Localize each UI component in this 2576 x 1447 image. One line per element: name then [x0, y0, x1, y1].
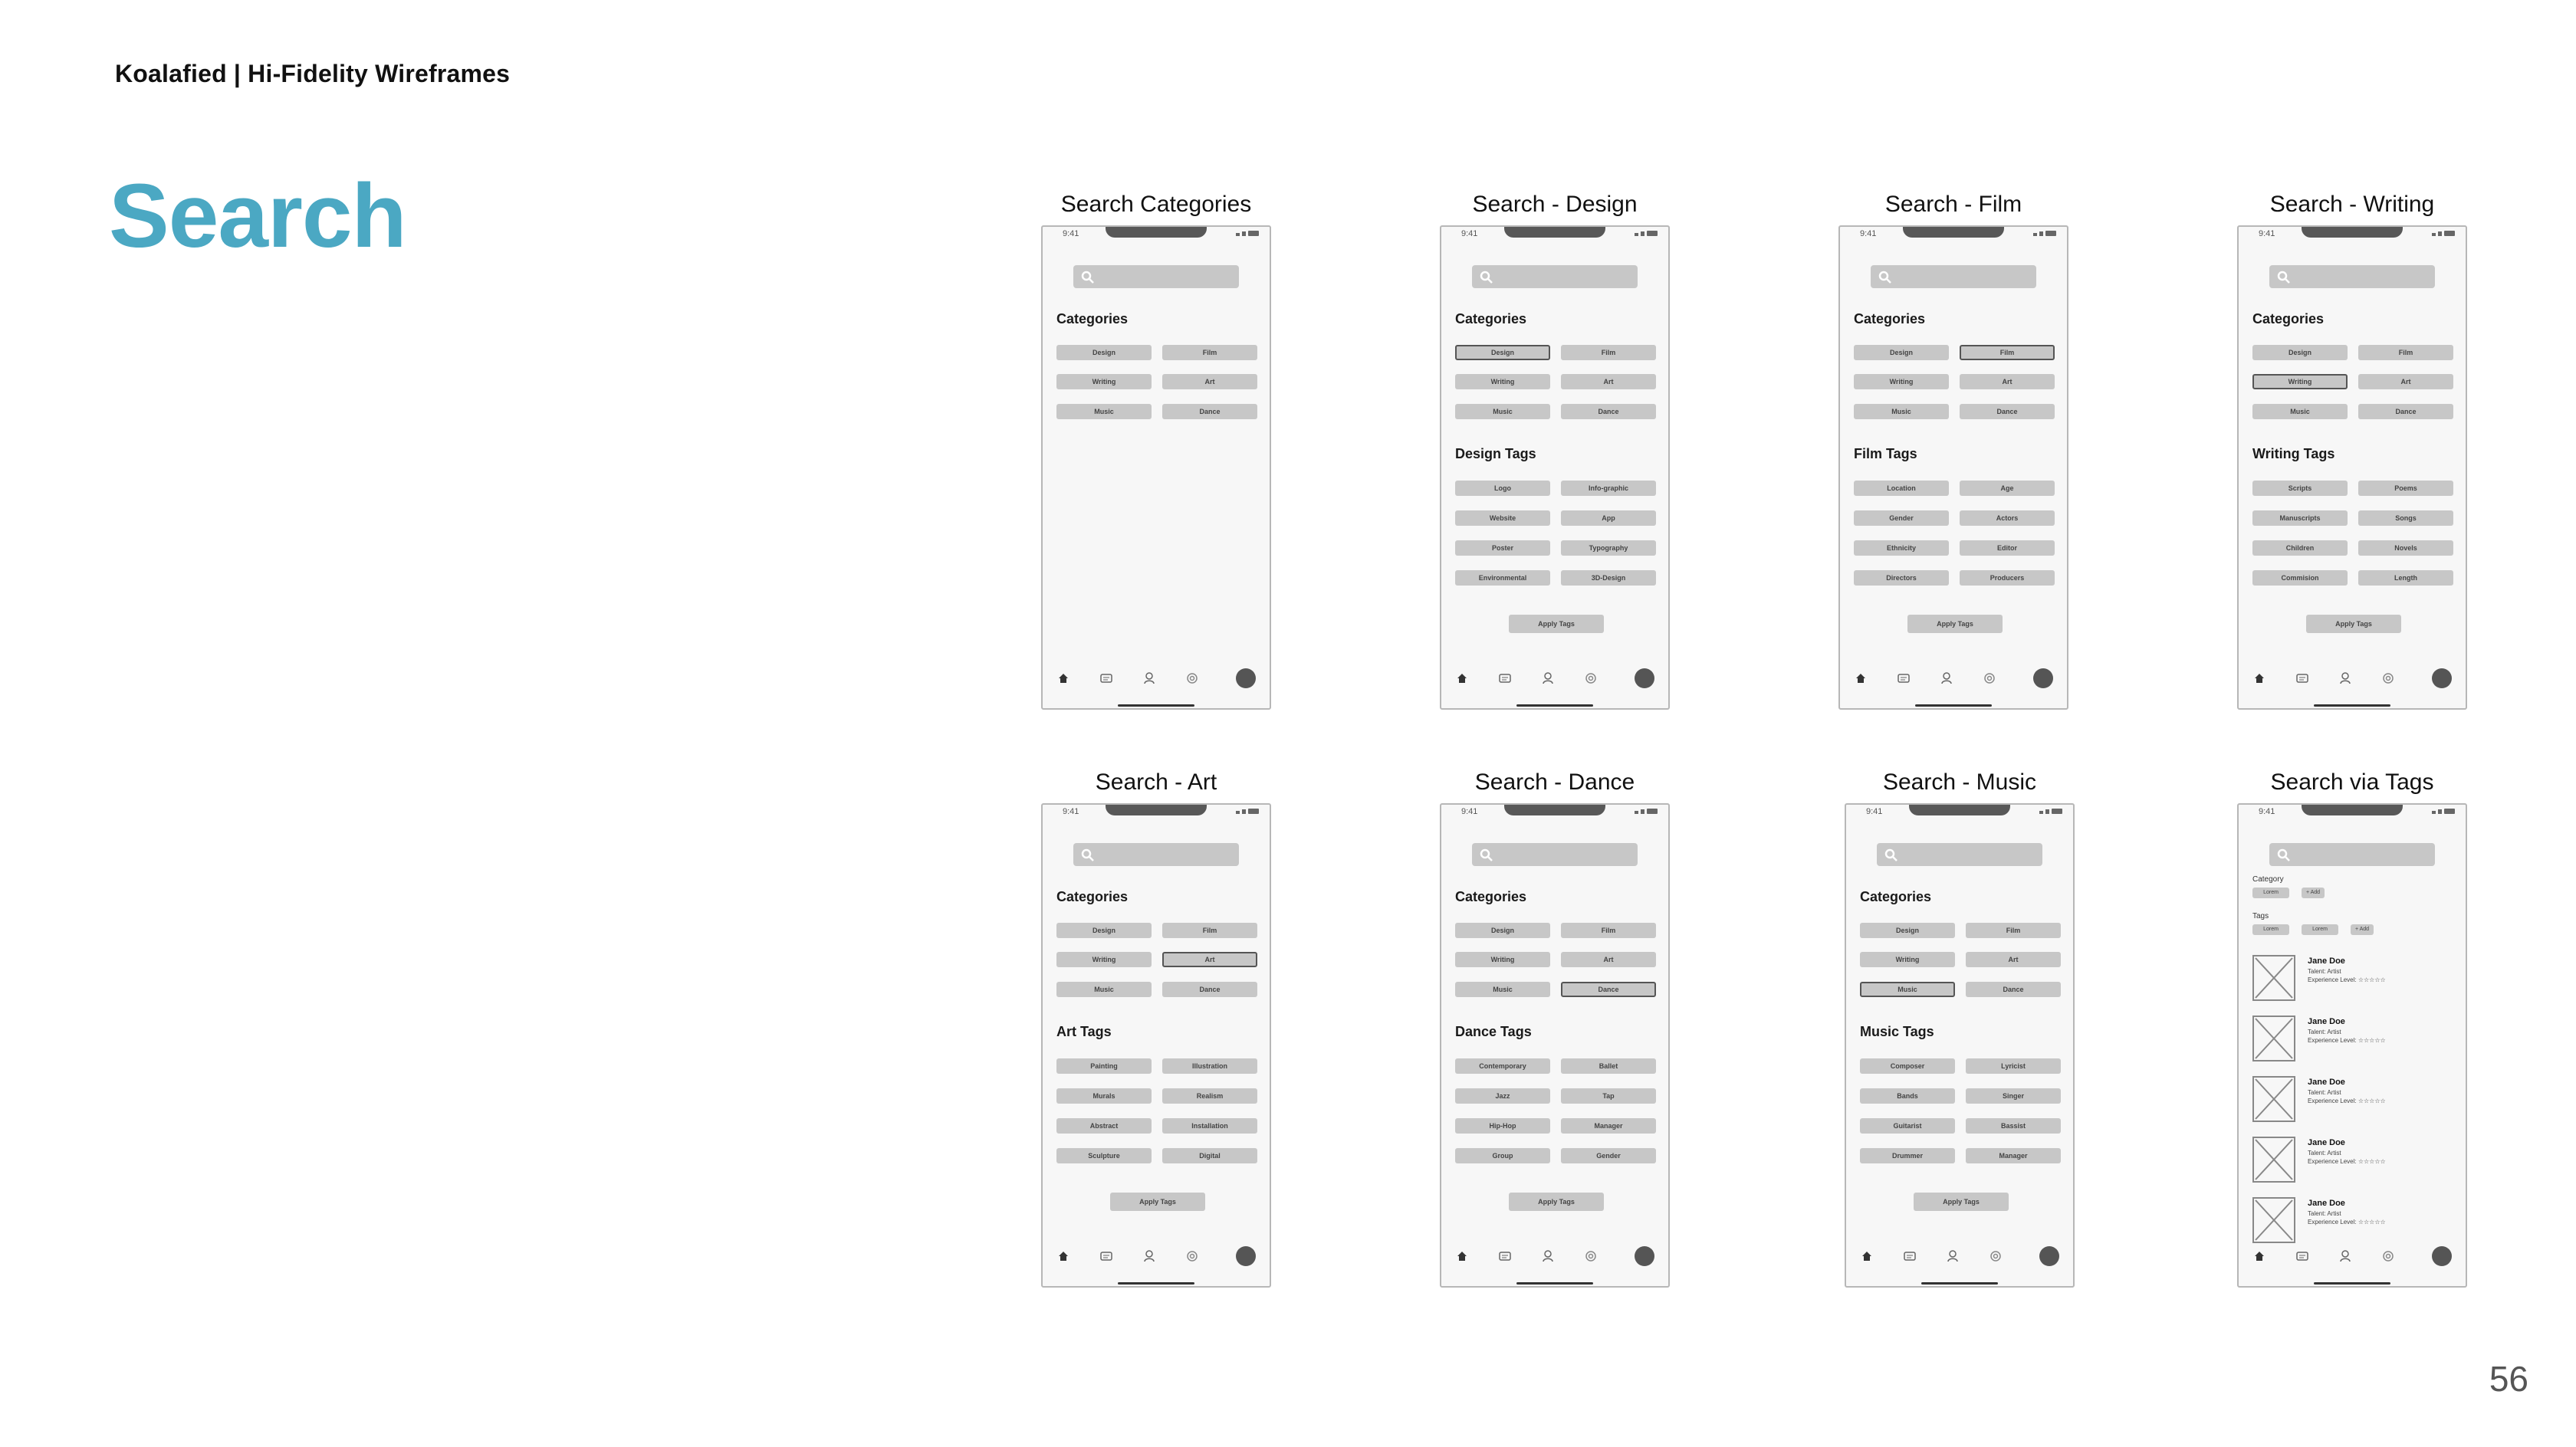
tag-chip[interactable]: Poster: [1455, 540, 1550, 556]
category-chip[interactable]: Writing: [1860, 952, 1955, 967]
tags-label: Tags: [2252, 912, 2269, 920]
page-title: Search: [109, 166, 406, 267]
bottom-nav: [1441, 664, 1668, 694]
status-time: 9:41: [1461, 229, 1478, 238]
tags-heading: Art Tags: [1056, 1024, 1112, 1039]
category-chip[interactable]: Writing: [1056, 374, 1152, 389]
tag-pill[interactable]: Lorem: [2302, 924, 2338, 935]
tag-chip[interactable]: 3D-Design: [1561, 570, 1656, 586]
avatar[interactable]: [1635, 668, 1654, 688]
tag-chip[interactable]: Sculpture: [1056, 1148, 1152, 1163]
category-chip[interactable]: Dance: [1162, 982, 1257, 997]
phone-frame: [1838, 225, 2068, 710]
category-chip[interactable]: Writing: [1854, 374, 1949, 389]
category-chip[interactable]: Writing: [1455, 374, 1550, 389]
category-chip[interactable]: Dance: [1162, 404, 1257, 419]
tag-chip[interactable]: Manuscripts: [2252, 510, 2348, 526]
avatar[interactable]: [2039, 1246, 2059, 1266]
search-icon: [2277, 848, 2291, 862]
phone-notch: [1106, 227, 1207, 238]
tag-chip[interactable]: Murals: [1056, 1088, 1152, 1104]
category-chip[interactable]: Music: [1455, 404, 1550, 419]
settings-icon[interactable]: [1185, 671, 1199, 685]
tag-chip[interactable]: Contemporary: [1455, 1058, 1550, 1074]
avatar[interactable]: [1236, 668, 1256, 688]
deck-header: Koalafied | Hi-Fidelity Wireframes: [115, 60, 511, 87]
profile-icon[interactable]: [1946, 1249, 1960, 1263]
result-image-placeholder: [2252, 1137, 2295, 1183]
status-icons: [1236, 231, 1259, 236]
signal-icon: [1236, 233, 1240, 236]
chat-icon[interactable]: [1099, 671, 1113, 685]
category-chip[interactable]: Design: [1056, 345, 1152, 360]
status-icons: [1635, 231, 1658, 236]
apply-tags-button[interactable]: Apply Tags: [1110, 1193, 1205, 1211]
apply-tags-button[interactable]: Apply Tags: [1914, 1193, 2009, 1211]
home-icon[interactable]: [1056, 671, 1070, 685]
category-chip[interactable]: Design: [1854, 345, 1949, 360]
tag-chip[interactable]: Producers: [1960, 570, 2055, 586]
category-chip[interactable]: Art: [1561, 952, 1656, 967]
chat-icon[interactable]: [1498, 671, 1512, 685]
category-chip[interactable]: Film: [1960, 345, 2055, 360]
category-chip[interactable]: Music: [1854, 404, 1949, 419]
status-time: 9:41: [1866, 807, 1883, 816]
result-image-placeholder: [2252, 1016, 2295, 1061]
screen-title: Search Categories: [1060, 192, 1252, 217]
result-name: Jane Doe: [2308, 956, 2345, 966]
battery-icon: [2444, 231, 2455, 236]
category-chip[interactable]: Design: [1860, 923, 1955, 938]
screen-title: Search - Film: [1884, 192, 2022, 217]
category-chip[interactable]: Art: [1162, 374, 1257, 389]
chat-icon[interactable]: [1897, 671, 1911, 685]
phone-notch: [2302, 805, 2403, 815]
phone-frame: [1440, 225, 1670, 710]
category-chip[interactable]: Film: [1561, 923, 1656, 938]
search-input[interactable]: [1073, 843, 1239, 866]
tag-chip[interactable]: Location: [1854, 481, 1949, 496]
settings-icon[interactable]: [2381, 1249, 2395, 1263]
wifi-icon: [1641, 231, 1644, 236]
status-icons: [2432, 231, 2455, 236]
result-talent: Talent: Artist: [2308, 1210, 2341, 1217]
tag-chip[interactable]: Age: [1960, 481, 2055, 496]
status-icons: [1635, 809, 1658, 814]
category-chip[interactable]: Dance: [1960, 404, 2055, 419]
tags-heading: Film Tags: [1854, 446, 1917, 461]
signal-icon: [1236, 811, 1240, 814]
result-details: [2308, 1088, 2386, 1105]
result-card[interactable]: [2252, 1016, 2459, 1066]
tag-chip[interactable]: Hip-Hop: [1455, 1118, 1550, 1134]
profile-icon[interactable]: [2338, 671, 2352, 685]
profile-icon[interactable]: [1142, 1249, 1156, 1263]
tag-chip[interactable]: Length: [2358, 570, 2453, 586]
bottom-nav: [2239, 664, 2466, 694]
home-indicator: [1516, 704, 1593, 707]
category-label: Category: [2252, 875, 2284, 884]
profile-icon[interactable]: [1541, 1249, 1555, 1263]
status-icons: [1236, 809, 1259, 814]
apply-tags-button[interactable]: Apply Tags: [2306, 615, 2401, 633]
signal-icon: [1635, 233, 1638, 236]
bottom-nav: [2239, 1242, 2466, 1272]
home-indicator: [1118, 1282, 1194, 1285]
search-icon: [2277, 271, 2291, 284]
signal-icon: [2432, 811, 2436, 814]
search-input[interactable]: [1877, 843, 2042, 866]
categories-heading: Categories: [1455, 311, 1527, 326]
phone-notch: [1504, 805, 1605, 815]
result-image-placeholder: [2252, 955, 2295, 1001]
tag-chip[interactable]: Manager: [1561, 1118, 1656, 1134]
phone-notch: [1903, 227, 2004, 238]
bottom-nav: [1441, 1242, 1668, 1272]
categories-heading: Categories: [1455, 889, 1527, 904]
home-icon[interactable]: [1056, 1249, 1070, 1263]
wifi-icon: [1242, 809, 1246, 814]
screen-title: Search - Music: [1882, 769, 2037, 795]
tag-pill[interactable]: Lorem: [2252, 924, 2289, 935]
category-chip[interactable]: Design: [2252, 345, 2348, 360]
status-time: 9:41: [2259, 229, 2275, 238]
battery-icon: [2052, 809, 2062, 814]
search-input[interactable]: [1871, 265, 2036, 288]
tag-chip[interactable]: Gender: [1561, 1148, 1656, 1163]
category-chip[interactable]: Dance: [1561, 404, 1656, 419]
category-chip[interactable]: Film: [1162, 923, 1257, 938]
result-level: Experience Level: ☆☆☆☆☆: [2308, 976, 2386, 983]
battery-icon: [2045, 231, 2056, 236]
tag-chip[interactable]: Environmental: [1455, 570, 1550, 586]
category-chip[interactable]: Film: [2358, 345, 2453, 360]
tag-chip[interactable]: Digital: [1162, 1148, 1257, 1163]
status-icons: [2033, 231, 2056, 236]
result-talent: Talent: Artist: [2308, 1089, 2341, 1096]
avatar[interactable]: [2432, 668, 2452, 688]
tag-chip[interactable]: Info-graphic: [1561, 481, 1656, 496]
category-chip[interactable]: Music: [1455, 982, 1550, 997]
result-talent: Talent: Artist: [2308, 968, 2341, 975]
tag-chip[interactable]: Actors: [1960, 510, 2055, 526]
category-chip[interactable]: Writing: [1455, 952, 1550, 967]
avatar[interactable]: [2432, 1246, 2452, 1266]
home-icon[interactable]: [1860, 1249, 1874, 1263]
tag-chip[interactable]: Poems: [2358, 481, 2453, 496]
tags-heading: Music Tags: [1860, 1024, 1934, 1039]
tag-chip[interactable]: Bands: [1860, 1088, 1955, 1104]
tag-chip[interactable]: Editor: [1960, 540, 2055, 556]
tag-chip[interactable]: Logo: [1455, 481, 1550, 496]
phone-notch: [2302, 227, 2403, 238]
profile-icon[interactable]: [1541, 671, 1555, 685]
tag-chip[interactable]: Scripts: [2252, 481, 2348, 496]
home-indicator: [1516, 1282, 1593, 1285]
category-chip[interactable]: Writing: [1056, 952, 1152, 967]
tag-chip[interactable]: Singer: [1966, 1088, 2061, 1104]
categories-heading: Categories: [1056, 889, 1129, 904]
tags-heading: Design Tags: [1455, 446, 1536, 461]
home-icon[interactable]: [2252, 1249, 2266, 1263]
phone-notch: [1504, 227, 1605, 238]
tag-chip[interactable]: Painting: [1056, 1058, 1152, 1074]
bottom-nav: [1043, 664, 1270, 694]
tag-chip[interactable]: Realism: [1162, 1088, 1257, 1104]
tag-chip[interactable]: Bassist: [1966, 1118, 2061, 1134]
wifi-icon: [2045, 809, 2049, 814]
signal-icon: [2039, 811, 2043, 814]
result-level: Experience Level: ☆☆☆☆☆: [2308, 1037, 2386, 1044]
chat-icon[interactable]: [2295, 671, 2309, 685]
result-image-placeholder: [2252, 1197, 2295, 1243]
tag-chip[interactable]: Novels: [2358, 540, 2453, 556]
apply-tags-button[interactable]: Apply Tags: [1907, 615, 2003, 633]
tag-chip[interactable]: Songs: [2358, 510, 2453, 526]
result-image-placeholder: [2252, 1076, 2295, 1122]
wifi-icon: [2438, 231, 2442, 236]
tag-chip[interactable]: Directors: [1854, 570, 1949, 586]
home-indicator: [2314, 1282, 2390, 1285]
phone-frame: [1440, 803, 1670, 1288]
category-chip[interactable]: Art: [1561, 374, 1656, 389]
home-icon[interactable]: [1455, 1249, 1469, 1263]
bottom-nav: [1043, 1242, 1270, 1272]
status-time: 9:41: [1063, 229, 1079, 238]
result-talent: Talent: Artist: [2308, 1029, 2341, 1035]
search-icon: [1081, 271, 1095, 284]
tag-chip[interactable]: Group: [1455, 1148, 1550, 1163]
category-chip[interactable]: Music: [2252, 404, 2348, 419]
battery-icon: [2444, 809, 2455, 814]
chat-icon[interactable]: [1903, 1249, 1917, 1263]
settings-icon[interactable]: [2381, 671, 2395, 685]
profile-icon[interactable]: [1142, 671, 1156, 685]
status-time: 9:41: [2259, 807, 2275, 816]
avatar[interactable]: [1635, 1246, 1654, 1266]
search-icon: [1081, 848, 1095, 862]
category-chip[interactable]: Writing: [2252, 374, 2348, 389]
settings-icon[interactable]: [1584, 671, 1598, 685]
chat-icon[interactable]: [2295, 1249, 2309, 1263]
category-chip[interactable]: Music: [1056, 404, 1152, 419]
add-category-pill[interactable]: + Add: [2302, 888, 2325, 898]
tags-heading: Dance Tags: [1455, 1024, 1532, 1039]
search-input[interactable]: [2269, 265, 2435, 288]
category-chip[interactable]: Film: [1561, 345, 1656, 360]
phone-frame: [2237, 225, 2467, 710]
tag-chip[interactable]: Composer: [1860, 1058, 1955, 1074]
phone-notch: [1106, 805, 1207, 815]
home-icon[interactable]: [1455, 671, 1469, 685]
add-tag-pill[interactable]: + Add: [2351, 924, 2374, 935]
search-input[interactable]: [1472, 843, 1638, 866]
page-number: 56: [2489, 1359, 2528, 1399]
bottom-nav: [1846, 1242, 2073, 1272]
settings-icon[interactable]: [1989, 1249, 2003, 1263]
search-icon: [1480, 848, 1493, 862]
result-name: Jane Doe: [2308, 1199, 2345, 1208]
result-level: Experience Level: ☆☆☆☆☆: [2308, 1098, 2386, 1104]
tag-chip[interactable]: Guitarist: [1860, 1118, 1955, 1134]
category-chip[interactable]: Dance: [1561, 982, 1656, 997]
status-icons: [2432, 809, 2455, 814]
category-chip[interactable]: Design: [1056, 923, 1152, 938]
tag-chip[interactable]: Manager: [1966, 1148, 2061, 1163]
battery-icon: [1647, 809, 1658, 814]
tag-chip[interactable]: Commision: [2252, 570, 2348, 586]
tag-chip[interactable]: Drummer: [1860, 1148, 1955, 1163]
status-icons: [2039, 809, 2062, 814]
search-icon: [1884, 848, 1898, 862]
phone-frame: [1041, 225, 1271, 710]
battery-icon: [1248, 231, 1259, 236]
result-card[interactable]: [2252, 955, 2459, 1006]
screen-title: Search - Dance: [1474, 769, 1635, 795]
home-icon[interactable]: [2252, 671, 2266, 685]
tag-chip[interactable]: Website: [1455, 510, 1550, 526]
signal-icon: [2432, 233, 2436, 236]
home-indicator: [1915, 704, 1992, 707]
tag-chip[interactable]: Jazz: [1455, 1088, 1550, 1104]
search-input[interactable]: [1073, 265, 1239, 288]
battery-icon: [1248, 809, 1259, 814]
home-indicator: [1921, 1282, 1998, 1285]
signal-icon: [1635, 811, 1638, 814]
chat-icon[interactable]: [1498, 1249, 1512, 1263]
wifi-icon: [1242, 231, 1246, 236]
category-chip[interactable]: Art: [2358, 374, 2453, 389]
category-pill[interactable]: Lorem: [2252, 888, 2289, 898]
result-level: Experience Level: ☆☆☆☆☆: [2308, 1219, 2386, 1226]
category-chip[interactable]: Dance: [1966, 982, 2061, 997]
result-details: [2308, 1209, 2386, 1226]
status-time: 9:41: [1063, 807, 1079, 816]
category-chip[interactable]: Design: [1455, 345, 1550, 360]
tag-chip[interactable]: Gender: [1854, 510, 1949, 526]
phone-frame: [1845, 803, 2075, 1288]
search-icon: [1480, 271, 1493, 284]
search-input[interactable]: [2269, 843, 2435, 866]
category-chip[interactable]: Music: [1860, 982, 1955, 997]
result-details: [2308, 1028, 2386, 1045]
status-time: 9:41: [1860, 229, 1877, 238]
result-card[interactable]: [2252, 1076, 2459, 1127]
search-icon: [1878, 271, 1892, 284]
result-name: Jane Doe: [2308, 1017, 2345, 1026]
tag-chip[interactable]: Illustration: [1162, 1058, 1257, 1074]
category-chip[interactable]: Music: [1056, 982, 1152, 997]
tag-chip[interactable]: Ballet: [1561, 1058, 1656, 1074]
screen-title: Search - Writing: [2269, 192, 2435, 217]
tag-chip[interactable]: Ethnicity: [1854, 540, 1949, 556]
result-level: Experience Level: ☆☆☆☆☆: [2308, 1158, 2386, 1165]
profile-icon[interactable]: [2338, 1249, 2352, 1263]
chat-icon[interactable]: [1099, 1249, 1113, 1263]
result-details: [2308, 967, 2386, 984]
wifi-icon: [2438, 809, 2442, 814]
phone-frame: [2237, 803, 2467, 1288]
category-chip[interactable]: Film: [1966, 923, 2061, 938]
settings-icon[interactable]: [1983, 671, 1996, 685]
result-card[interactable]: [2252, 1137, 2459, 1187]
wifi-icon: [1641, 809, 1644, 814]
apply-tags-button[interactable]: Apply Tags: [1509, 615, 1604, 633]
categories-heading: Categories: [1056, 311, 1129, 326]
profile-icon[interactable]: [1940, 671, 1953, 685]
result-name: Jane Doe: [2308, 1138, 2345, 1147]
bottom-nav: [1840, 664, 2067, 694]
tag-chip[interactable]: App: [1561, 510, 1656, 526]
wifi-icon: [2039, 231, 2043, 236]
categories-heading: Categories: [2252, 311, 2325, 326]
search-input[interactable]: [1472, 265, 1638, 288]
screen-title: Search - Design: [1472, 192, 1638, 217]
screen-title: Search via Tags: [2270, 769, 2434, 795]
signal-icon: [2033, 233, 2037, 236]
settings-icon[interactable]: [1584, 1249, 1598, 1263]
tag-chip[interactable]: Tap: [1561, 1088, 1656, 1104]
avatar[interactable]: [1236, 1246, 1256, 1266]
categories-heading: Categories: [1854, 311, 1926, 326]
avatar[interactable]: [2033, 668, 2053, 688]
result-card[interactable]: [2252, 1197, 2459, 1248]
status-time: 9:41: [1461, 807, 1478, 816]
result-details: [2308, 1149, 2386, 1166]
category-chip[interactable]: Art: [1966, 952, 2061, 967]
category-chip[interactable]: Design: [1455, 923, 1550, 938]
category-chip[interactable]: Art: [1960, 374, 2055, 389]
result-name: Jane Doe: [2308, 1078, 2345, 1087]
screen-title: Search - Art: [1095, 769, 1217, 795]
category-chip[interactable]: Dance: [2358, 404, 2453, 419]
phone-notch: [1909, 805, 2010, 815]
tag-chip[interactable]: Lyricist: [1966, 1058, 2061, 1074]
tag-chip[interactable]: Children: [2252, 540, 2348, 556]
result-talent: Talent: Artist: [2308, 1150, 2341, 1157]
phone-frame: [1041, 803, 1271, 1288]
battery-icon: [1647, 231, 1658, 236]
home-indicator: [1118, 704, 1194, 707]
tags-heading: Writing Tags: [2252, 446, 2335, 461]
tag-chip[interactable]: Installation: [1162, 1118, 1257, 1134]
home-icon[interactable]: [1854, 671, 1868, 685]
tag-chip[interactable]: Abstract: [1056, 1118, 1152, 1134]
apply-tags-button[interactable]: Apply Tags: [1509, 1193, 1604, 1211]
settings-icon[interactable]: [1185, 1249, 1199, 1263]
categories-heading: Categories: [1860, 889, 1932, 904]
category-chip[interactable]: Film: [1162, 345, 1257, 360]
category-chip[interactable]: Art: [1162, 952, 1257, 967]
home-indicator: [2314, 704, 2390, 707]
tag-chip[interactable]: Typography: [1561, 540, 1656, 556]
